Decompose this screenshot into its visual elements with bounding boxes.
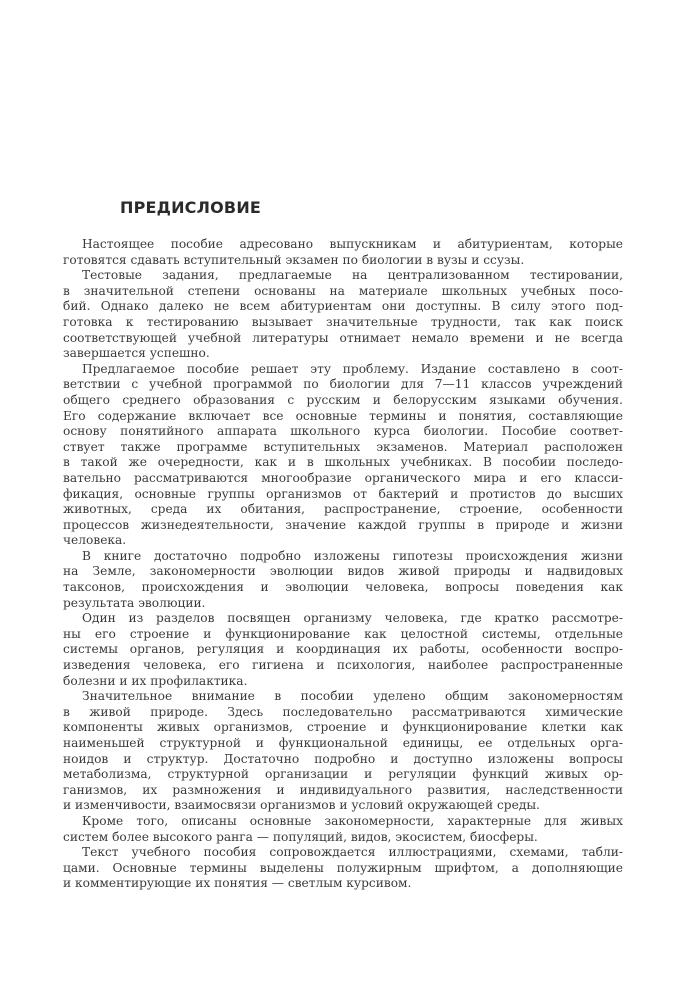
paragraph	[63, 814, 623, 845]
page-title: ПРЕДИСЛОВИЕ	[120, 198, 262, 217]
text-line: системы органов, регуляция и координация их работы, особенности воспро-	[63, 642, 623, 657]
text-line: Значительное внимание в пособии уделено общим закономерностям	[82, 689, 623, 704]
paragraph	[63, 689, 623, 814]
text-line: завершается успешно.	[63, 346, 210, 361]
paragraph	[63, 845, 623, 892]
text-line: систем более высокого ранга — популяций, видов, экосистем, биосферы.	[63, 829, 538, 844]
paragraph	[63, 268, 623, 362]
paragraph	[63, 611, 623, 689]
text-line: и комментирующие их понятия — светлым курсивом.	[63, 876, 412, 891]
text-line: изведения человека, его гигиена и психология, наиболее распространенные	[63, 658, 623, 673]
text-line: результата эволюции.	[63, 595, 206, 610]
text-line: ны его строение и функционирование как целостной системы, отдельные	[63, 626, 623, 641]
text-line: в такой же очередности, как и в школьных учебниках. В пособии последо-	[63, 455, 623, 470]
text-line: наименьшей структурной и функциональной единицы, ее отдельных орга-	[63, 736, 623, 750]
paragraph	[63, 549, 623, 611]
preface-body	[63, 237, 623, 892]
text-line: вательно рассматриваются многообразие органического мира и его класси-	[63, 470, 623, 485]
text-line: В книге достаточно подробно изложены гипотезы происхождения жизни	[82, 548, 623, 563]
text-line: и изменчивости, взаимосвязи организмов и условий окружающей среды.	[63, 798, 540, 813]
text-line: Его содержание включает все основные термины и понятия, составляющие	[63, 408, 623, 423]
text-line: Один из разделов посвящен организму человека, где кратко рассмотре-	[82, 611, 623, 626]
text-line: готовятся сдавать вступительный экзамен по биологии в вузы и ссузы.	[63, 252, 525, 267]
text-line: Предлагаемое пособие решает эту проблему. Издание составлено в соот-	[82, 361, 623, 376]
text-line: общего среднего образования с русским и белорусским языками обучения.	[63, 392, 623, 407]
text-line: в значительной степени основаны на материале школьных учебных посо-	[63, 283, 623, 298]
text-line: метаболизма, структурной организации и регуляции функций живых ор-	[63, 767, 623, 782]
text-line: болезни и их профилактика.	[63, 673, 248, 688]
text-line: на Земле, закономерности эволюции видов живой природы и надвидовых	[63, 564, 623, 579]
text-line: в живой природе. Здесь последовательно рассматриваются химические	[63, 704, 623, 719]
text-line: процессов жизнедеятельности, значение каждой группы в природе и жизни	[63, 517, 623, 532]
text-line: фикация, основные группы организмов от бактерий и протистов до высших	[63, 486, 623, 501]
text-line: животных, среда их обитания, распространение, строение, особенности	[63, 502, 623, 517]
text-line: цами. Основные термины выделены полужирным шрифтом, а дополняющие	[63, 860, 623, 875]
text-line: компоненты живых организмов, строение и функционирование клетки как	[63, 720, 623, 735]
text-line: соответствующей учебной литературы отнимает немало времени и не всегда	[63, 330, 623, 345]
text-line: ветствии с учебной программой по биологии для 7—11 классов учреждений	[63, 377, 623, 392]
text-line: ноидов и структур. Достаточно подробно и доступно изложены вопросы	[63, 751, 623, 766]
paragraph	[63, 362, 623, 549]
text-line: бий. Однако далеко не всем абитуриентам они доступны. В силу этого под-	[63, 299, 623, 314]
text-line: ствует также программе вступительных экзаменов. Материал расположен	[63, 439, 623, 454]
text-line: ганизмов, их размножения и индивидуального развития, наследственности	[63, 782, 623, 797]
paragraph	[63, 237, 623, 268]
text-line: готовка к тестированию вызывает значительные трудности, так как поиск	[63, 314, 623, 329]
text-line: Кроме того, описаны основные закономерности, характерные для живых	[82, 813, 623, 828]
text-line: Тестовые задания, предлагаемые на централизованном тестировании,	[82, 268, 623, 283]
text-line: человека.	[63, 533, 127, 548]
text-line: Текст учебного пособия сопровождается иллюстрациями, схемами, табли-	[82, 845, 623, 860]
text-line: Настоящее пособие адресовано выпускникам и абитуриентам, которые	[82, 237, 623, 251]
text-line: таксонов, происхождения и эволюции человека, вопросы поведения как	[63, 580, 623, 595]
text-line: основу понятийного аппарата школьного курса биологии. Пособие соответ-	[63, 424, 623, 439]
